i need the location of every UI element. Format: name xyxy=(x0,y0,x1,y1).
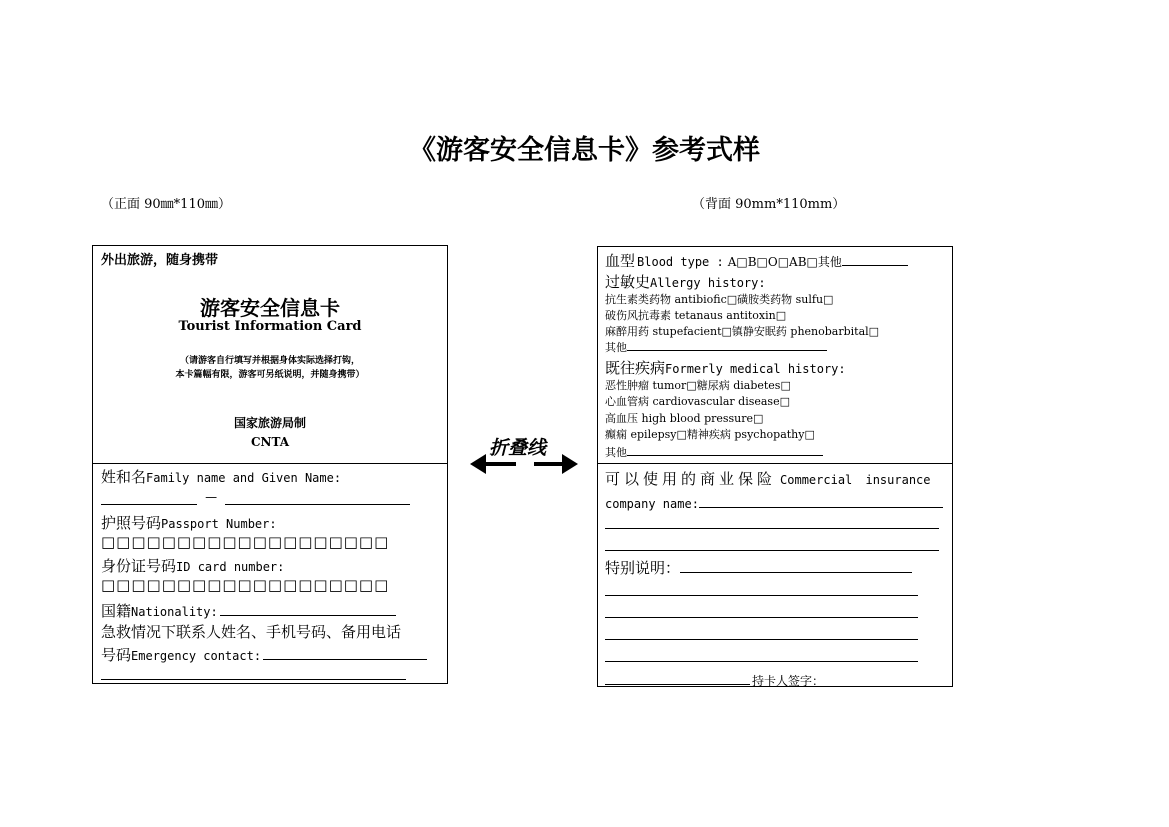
family-name-line[interactable] xyxy=(101,488,197,505)
history-option-3[interactable]: 高血压 high blood pressure□ xyxy=(605,412,764,425)
emergency-line-2[interactable] xyxy=(101,679,406,680)
history-option-1[interactable]: 恶性肿瘤 tumor□糖尿病 diabetes□ xyxy=(605,379,791,392)
blood-other-line[interactable] xyxy=(842,249,908,266)
issuer-en: CNTA xyxy=(250,435,290,449)
special-notes-label: 特别说明： xyxy=(605,559,681,577)
id-number-boxes[interactable]: □□□□□□□□□□□□□□□□□□□ xyxy=(101,576,390,594)
blood-type-field xyxy=(605,249,908,271)
allergy-other xyxy=(605,339,827,355)
history-heading xyxy=(605,357,846,378)
blood-type-options[interactable]: A□B□O□AB□其他 xyxy=(727,255,842,269)
history-label-en: Formerly medical history: xyxy=(665,362,846,376)
emergency-line[interactable] xyxy=(263,643,427,660)
allergy-option-1[interactable]: 抗生素类药物 antibiofic□磺胺类药物 sulfu□ xyxy=(605,293,834,306)
card-note-line1: （请游客自行填写并根据身体实际选择打钩， xyxy=(179,356,360,366)
id-field-label xyxy=(101,555,284,576)
special-line-2[interactable] xyxy=(605,595,918,596)
name-separator: — xyxy=(205,490,218,504)
passport-label-cn: 护照号码 xyxy=(101,514,162,532)
name-input-row xyxy=(101,488,410,509)
allergy-other-label: 其他 xyxy=(605,341,627,354)
right-arrow-icon xyxy=(534,454,578,474)
history-label-cn: 既往疾病 xyxy=(605,359,666,377)
history-other-line[interactable] xyxy=(627,444,823,456)
company-line-3[interactable] xyxy=(605,550,939,551)
blood-label-en: Blood type : xyxy=(637,255,724,269)
card-title-en: Tourist Information Card xyxy=(178,319,362,334)
front-card-divider xyxy=(92,463,448,464)
signature-field xyxy=(605,668,824,689)
allergy-label-en: Allergy history: xyxy=(650,276,766,290)
fold-line-arrows xyxy=(470,452,580,476)
history-other xyxy=(605,444,823,460)
allergy-label-cn: 过敏史 xyxy=(605,273,651,291)
company-name-field xyxy=(605,491,943,512)
company-name-label: company name: xyxy=(605,497,699,511)
name-field-label xyxy=(101,466,341,487)
company-name-line[interactable] xyxy=(699,491,943,508)
emergency-label-line1: 急救情况下联系人姓名、手机号码、备用电话 xyxy=(101,623,402,641)
history-option-2[interactable]: 心血管病 cardiovascular disease□ xyxy=(605,395,790,408)
nationality-label-en: Nationality: xyxy=(131,605,218,619)
nationality-label-cn: 国籍 xyxy=(101,602,132,620)
history-other-label: 其他 xyxy=(605,446,627,459)
blood-label-cn: 血型 xyxy=(605,252,636,270)
signature-label: 持卡人签字： xyxy=(752,674,825,688)
passport-field-label xyxy=(101,512,277,533)
emergency-label-en: Emergency contact: xyxy=(131,649,262,663)
special-notes-line[interactable] xyxy=(680,556,912,573)
passport-label-en: Passport Number: xyxy=(161,517,277,531)
passport-number-boxes[interactable]: □□□□□□□□□□□□□□□□□□□ xyxy=(101,533,390,551)
front-dimensions: （正面 90㎜*110㎜） xyxy=(101,197,231,212)
special-line-3[interactable] xyxy=(605,617,918,618)
company-line-2[interactable] xyxy=(605,528,939,529)
id-label-cn: 身份证号码 xyxy=(101,557,177,575)
emergency-field xyxy=(101,643,427,665)
given-name-line[interactable] xyxy=(225,488,410,505)
special-line-4[interactable] xyxy=(605,639,918,640)
history-option-4[interactable]: 癫痫 epilepsy□精神疾病 psychopathy□ xyxy=(605,428,815,441)
nationality-line[interactable] xyxy=(220,599,396,616)
page-title: 《游客安全信息卡》参考式样 xyxy=(409,135,760,166)
emergency-label-cn: 号码 xyxy=(101,646,132,664)
special-notes-field xyxy=(605,556,912,578)
front-top-label: 外出旅游，随身携带 xyxy=(101,253,219,268)
allergy-option-3[interactable]: 麻醉用药 stupefacient□镇静安眠药 phenobarbital□ xyxy=(605,325,880,338)
issuer-cn: 国家旅游局制 xyxy=(233,416,306,430)
fold-line-label: 折叠线 xyxy=(489,437,547,459)
signature-line[interactable] xyxy=(605,668,750,685)
allergy-heading xyxy=(605,271,766,292)
name-label-en: Family name and Given Name: xyxy=(146,471,342,485)
back-card-divider xyxy=(597,463,953,464)
insurance-label-en: Commercial insurance xyxy=(780,473,931,487)
insurance-label-cn: 可以使用的商业保险 xyxy=(605,470,777,488)
nationality-field xyxy=(101,599,396,621)
left-arrow-icon xyxy=(470,454,516,474)
allergy-option-2[interactable]: 破伤风抗毒素 tetanaus antitoxin□ xyxy=(605,309,787,322)
card-title-cn: 游客安全信息卡 xyxy=(200,296,340,320)
back-dimensions: （背面 90mm*110mm） xyxy=(692,197,846,212)
special-line-5[interactable] xyxy=(605,661,918,662)
id-label-en: ID card number: xyxy=(176,560,285,574)
card-note-line2: 本卡篇幅有限，游客可另纸说明，并随身携带） xyxy=(175,370,365,380)
name-label-cn: 姓和名 xyxy=(101,468,147,486)
allergy-other-line[interactable] xyxy=(627,339,827,351)
insurance-heading xyxy=(605,468,931,489)
